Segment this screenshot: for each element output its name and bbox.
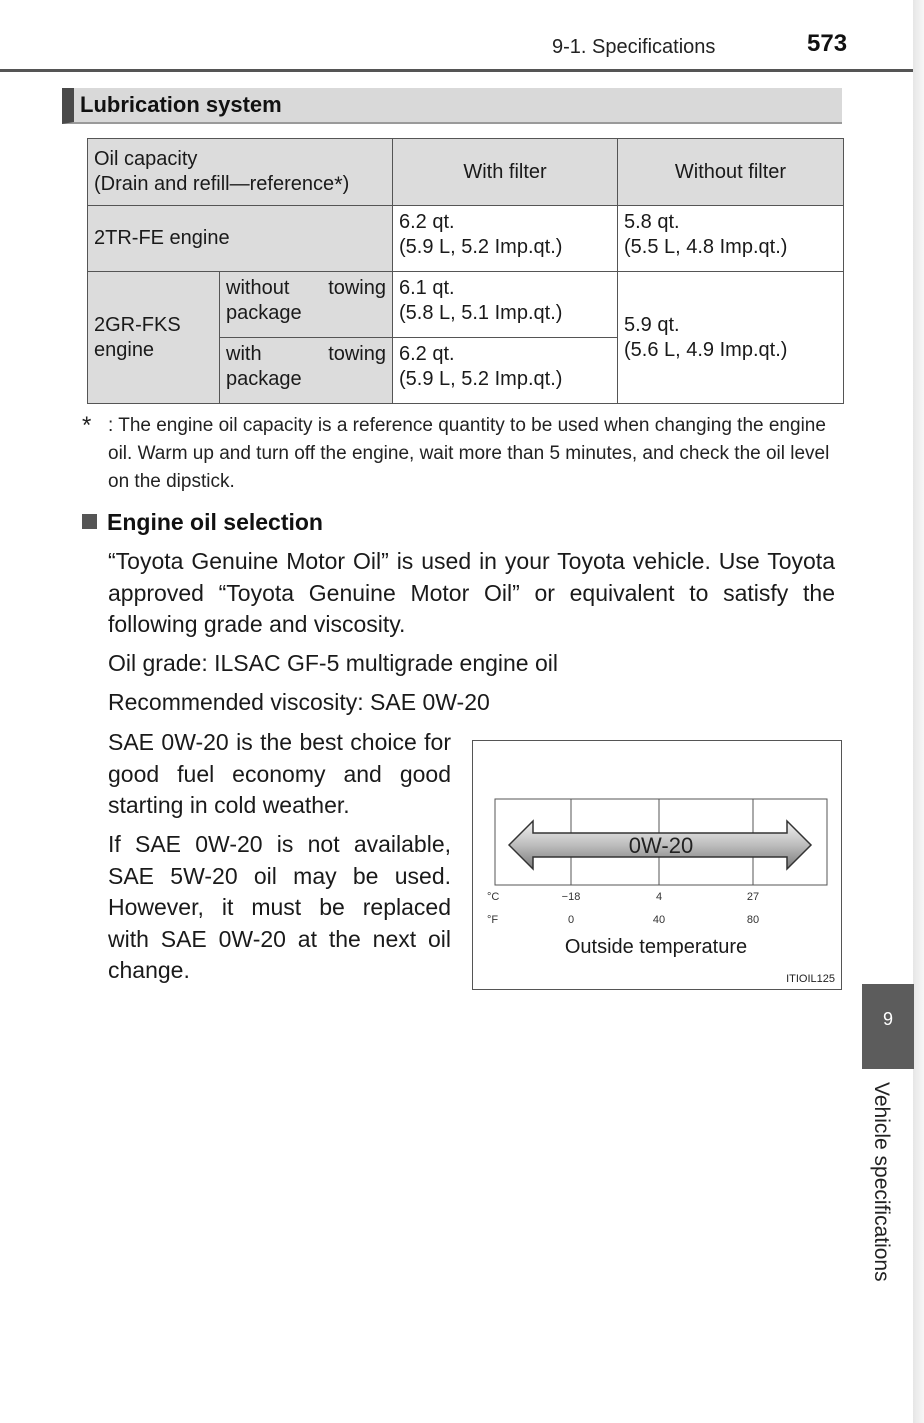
heading-text: Engine oil selection xyxy=(107,509,323,535)
engine-name: 2GR-FKS xyxy=(94,313,181,336)
footnote-text: : The engine oil capacity is a reference quantity to be used when changing the engine oil. Warm up and turn off the engine, wait more than 5 minutes, and check the oil level on the dipstick. xyxy=(108,415,830,492)
cell-with-filter xyxy=(393,272,618,338)
sub-word: towing xyxy=(328,343,386,365)
sub-word: with xyxy=(226,343,262,365)
sub-label-line1 xyxy=(226,342,386,367)
value-qt: 6.2 qt. xyxy=(399,211,455,233)
celsius-tick: −18 xyxy=(561,891,581,903)
engine-2tr-fe: 2TR-FE engine xyxy=(88,206,393,272)
sub-label-line2: package xyxy=(226,368,302,390)
sub-with-towing xyxy=(220,338,393,404)
fahrenheit-tick: 40 xyxy=(652,914,666,926)
cell-with-filter xyxy=(393,206,618,272)
engine-word: engine xyxy=(94,338,155,361)
value-qt: 5.8 qt. xyxy=(624,211,680,233)
footnote xyxy=(82,412,842,496)
unit-celsius: °C xyxy=(487,891,500,903)
chapter-label: Vehicle specifications xyxy=(870,1082,893,1282)
header-rule xyxy=(0,69,913,72)
header-line1: Oil capacity xyxy=(94,148,198,170)
value-metric: (5.8 L, 5.1 Imp.qt.) xyxy=(399,302,563,324)
square-bullet-icon xyxy=(82,514,97,529)
footnote-star: * xyxy=(82,412,92,439)
figure-code: ITIOIL125 xyxy=(786,973,835,985)
celsius-tick: 4 xyxy=(655,891,663,903)
oil-grade: Oil grade: ILSAC GF-5 multigrade engine oil xyxy=(108,650,558,676)
footnote-star: * xyxy=(334,172,343,197)
sub-word: without xyxy=(226,277,290,299)
header-close-paren: ) xyxy=(342,173,350,195)
header-with-filter: With filter xyxy=(393,139,618,206)
cell-with-filter xyxy=(393,338,618,404)
value-metric: (5.6 L, 4.9 Imp.qt.) xyxy=(624,338,788,361)
value-metric: (5.5 L, 4.8 Imp.qt.) xyxy=(624,236,788,258)
value-metric: (5.9 L, 5.2 Imp.qt.) xyxy=(399,236,563,258)
oil-capacity-table xyxy=(87,138,844,404)
section-title: Lubrication system xyxy=(62,88,842,124)
engine-oil-heading xyxy=(82,509,323,536)
best-choice-paragraph: SAE 0W-20 is the best choice for good fuel economy and good starting in cold weather. xyxy=(108,729,451,818)
sub-label-line1 xyxy=(226,276,386,301)
chapter-tab[interactable]: 9 xyxy=(862,984,914,1069)
alternative-oil-paragraph: If SAE 0W-20 is not available, SAE 5W-20 oil may be used. However, it must be replaced with SAE 0W-20 at the next oil change. xyxy=(108,831,451,983)
value-qt: 6.2 qt. xyxy=(399,343,455,365)
fahrenheit-tick: 80 xyxy=(746,914,760,926)
header-without-filter: Without filter xyxy=(618,139,844,206)
fahrenheit-tick: 0 xyxy=(567,914,575,926)
engine-2gr-fks xyxy=(88,272,220,404)
unit-fahrenheit: °F xyxy=(487,914,499,926)
celsius-tick: 27 xyxy=(746,891,760,903)
cell-without-filter xyxy=(618,206,844,272)
recommended-viscosity: Recommended viscosity: SAE 0W-20 xyxy=(108,689,490,715)
figure-caption: Outside temperature xyxy=(564,936,748,958)
table-header-row xyxy=(88,139,844,206)
header-oil-capacity xyxy=(88,139,393,206)
value-metric: (5.9 L, 5.2 Imp.qt.) xyxy=(399,368,563,390)
viscosity-figure xyxy=(472,740,842,990)
sub-word: towing xyxy=(328,277,386,299)
sub-label-line2: package xyxy=(226,302,302,324)
table-row xyxy=(88,272,844,338)
value-qt: 5.9 qt. xyxy=(624,313,680,336)
viscosity-diagram xyxy=(473,741,841,989)
value-qt: 6.1 qt. xyxy=(399,277,455,299)
sub-without-towing xyxy=(220,272,393,338)
table-row xyxy=(88,206,844,272)
page-edge-shadow xyxy=(913,0,924,1423)
cell-without-filter xyxy=(618,272,844,404)
page-number: 573 xyxy=(807,30,848,57)
arrow-label: 0W-20 xyxy=(628,833,694,858)
header-section-title: 9-1. Specifications xyxy=(552,36,716,58)
intro-paragraph: “Toyota Genuine Motor Oil” is used in your Toyota vehicle. Use Toyota approved “Toyota Genuine Motor Oil” or equivalent to satisfy the following grade and viscosity. xyxy=(108,548,835,637)
header-line2: (Drain and refill—reference xyxy=(94,173,335,195)
